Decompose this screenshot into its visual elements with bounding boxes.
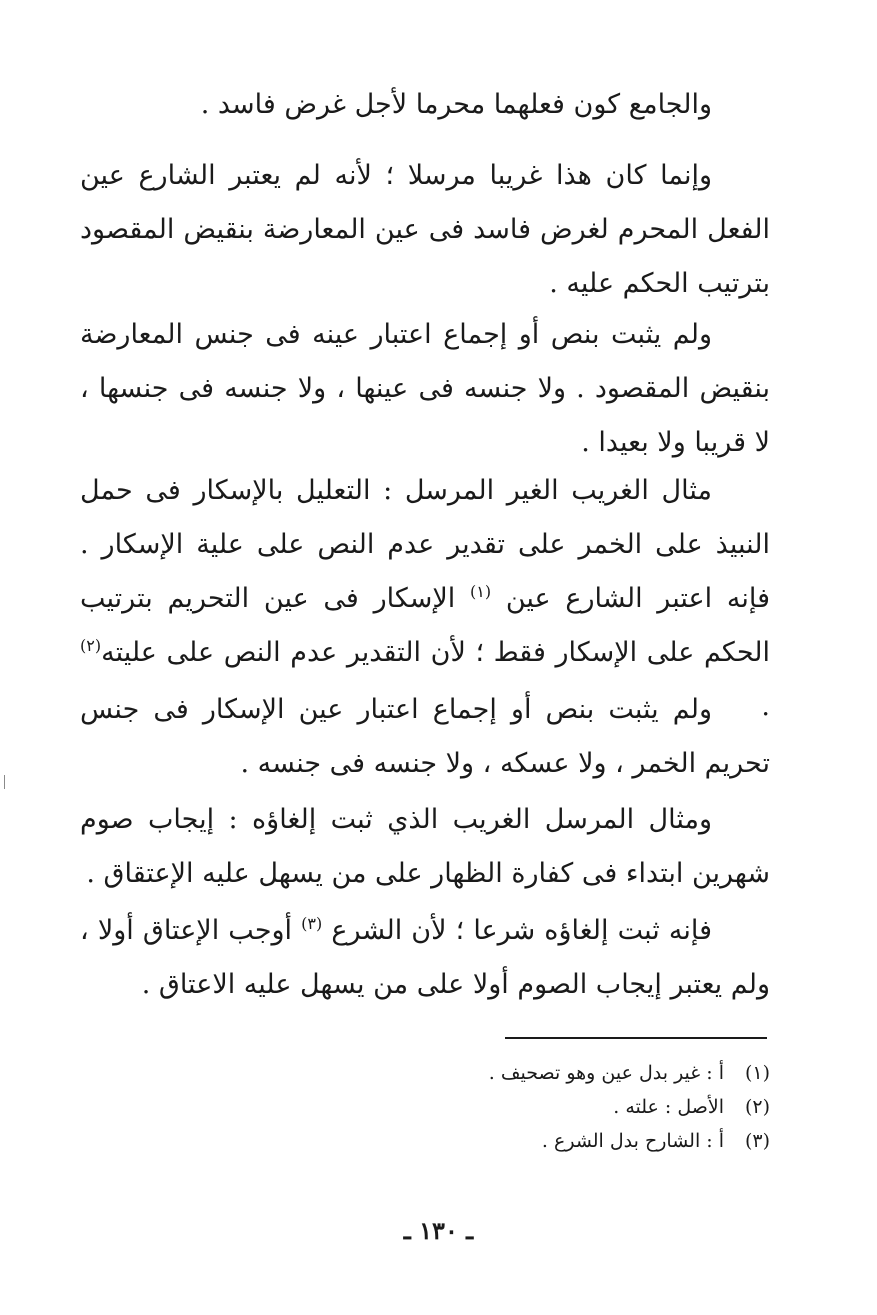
footnote-1 (380, 1056, 770, 1090)
paragraph-7-text-a: فإنه ثبت إلغاؤه شرعا ؛ لأن الشرع (331, 915, 712, 946)
paragraph-4-text-a: مثال الغريب الغير المرسل : التعليل بالإسكار فى حمل النبيذ على الخمر على تقدير عدم النص على علية الإسكار . فإنه اعتبر الشارع عين (80, 475, 770, 614)
footnote-ref-1: (١) (470, 582, 492, 601)
paragraph-2: وإنما كان هذا غريبا مرسلا ؛ لأنه لم يعتبر الشارع عين الفعل المحرم لغرض فاسد فى عين المعارضة بنقيض المقصود بترتيب الحكم عليه . (80, 160, 770, 299)
footnote-ref-2: (٢) (80, 636, 102, 655)
margin-mark (4, 775, 5, 789)
footnote-number: (١) (744, 1062, 770, 1084)
footnote-text: أ : الشارح بدل الشرع . (541, 1130, 724, 1152)
footnote-text: أ : غير بدل عين وهو تصحيف . (488, 1062, 724, 1084)
footnote-number: (٣) (744, 1130, 770, 1152)
footnote-2 (380, 1090, 770, 1124)
paragraph-1: والجامع كون فعلهما محرما لأجل غرض فاسد . (200, 89, 712, 120)
footnote-number: (٢) (744, 1096, 770, 1118)
paragraph-3: ولم يثبت بنص أو إجماع اعتبار عينه فى جنس المعارضة بنقيض المقصود . ولا جنسه فى عينها ، ولا جنسه فى جنسها ، لا قريبا ولا بعيدا . (80, 319, 770, 458)
paragraph-7 (80, 904, 770, 1012)
paragraph-7-text-b: أوجب الإعتاق أولا ، ولم يعتبر إيجاب الصوم أولا على من يسهل عليه الاعتاق . (80, 915, 770, 1000)
page-number: ـ ١٣٠ ـ (403, 1216, 474, 1245)
paragraph-5: ولم يثبت بنص أو إجماع اعتبار عين الإسكار فى جنس تحريم الخمر ، ولا عسكه ، ولا جنسه فى جنسه . (80, 694, 770, 779)
footnote-ref-3: (٣) (301, 914, 323, 933)
paragraph-6: ومثال المرسل الغريب الذي ثبت إلغاؤه : إيجاب صوم شهرين ابتداء فى كفارة الظهار على من يسهل عليه الإعتقاق . (80, 804, 770, 889)
paragraph-4-text-c: . (761, 691, 770, 722)
footnote-text: الأصل : علته . (613, 1096, 724, 1118)
paragraph-4-text-b: الإسكار فى عين التحريم بترتيب الحكم على الإسكار فقط ؛ لأن التقدير عدم النص على عليته (80, 583, 770, 668)
footnote-separator (505, 1037, 767, 1039)
footnotes (380, 1056, 770, 1158)
footnote-3 (380, 1124, 770, 1158)
